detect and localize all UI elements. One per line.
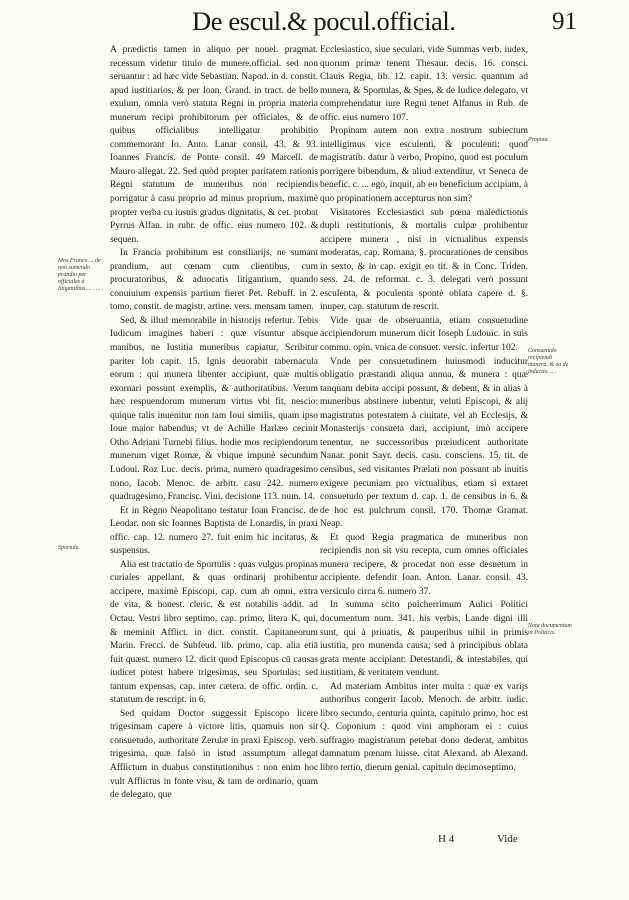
paragraph-right-8: Ad materiam Ambitus inter multa : quæ ex varijs authoribus congerit Iacob. Menoch. de arbitr. iudic. libro secundo, centuria quinta, capitulo primo, hoc est Q. Coponium : quod vini amphoram ei : cuius suffragio magistratum petebat dono dederat, ambitus damnatum pœnam luisse. citat Alexand. ab Alexand. libro tertio, dierum genial. capitulo decimoseptimo. bbox=[320, 681, 528, 773]
paragraph-right-4: Vide quæ de obseruantia, etiam consuetudine accipiendorum munerum dicit Ioseph Ludouic. in suis commu. opin. vnica de consuet. versic. infertur 102. bbox=[320, 315, 528, 354]
paragraph-left-2: In Francia prohibitum est consiliarijs, ne sumant prandium, aut cœnam cum clientibus, cum procuratoribus, & aduocatis litigantium, quando conuiuium expensis partium fieret Pet. Rebuff. in 2. tomo, constit. de magistr. artine. vers. mensam tamen. bbox=[110, 248, 318, 313]
left-column bbox=[110, 44, 318, 856]
margin-note-propina: Propina. bbox=[528, 137, 549, 143]
paragraph-right-1: Ecclesiastico, siue seculari, vide Summas verb. iudex, quorum primæ tenent Thesaur. decis. 16. consci. Clauis Regia, lib. 12. capit. 13. versic. quantum ad munera, & Sportulas, & Spes, & de Iudice delegato, vt comprehendatur iure Regni tenet Alfanus in Rub. de offic. eius numero 107. bbox=[320, 45, 528, 123]
paragraph-right-3: Visitatores Ecclesiastici sub pœna maledictionis dupli restitutionis, & mortalis culpæ prohibentur accipere munera , nisi in victualibus expensis moderatas, cap. Romana, §. procurationes de censibus in sexto, & in cap. exigit eo tit. & in Conc. Triden. sess. 24. de reformat. c. 3. delegati verò possunt esculenta, & poculenta spontè oblata capere d. §. inuper, cap. statutum de rescrit. bbox=[320, 207, 528, 313]
paragraph-right-6: Et quod Regia pragmatica de muneribus non recipiendis non sit vsu recepta, cum omnes officiales munera recipere, & procedat non esse desuetum in accipiente. defendit Ioan. Anton. Lanar. consil. 43. versiculo circa 6. numero 37. bbox=[320, 532, 528, 597]
paragraph-right-7: In summa scito pulcherrimum Aulici Politici documentum num. 341. his verbis, Lande digni illi sunt, qui à priuatis, & pauperibus nihil in primis iustitia, pro munenda causa; sed à principibus oblata grata mente accipiant: Detestandi, & intestabiles, qui iustitiam, & veritatem vendunt. bbox=[320, 600, 528, 679]
catchword: Vide bbox=[497, 833, 518, 845]
paragraph-left-1: A prædictis tamen in aliquo per nouel. pragmat. recessum videtur titulo de munere.official. sed non seruantur : ad hæc vide Sebastian. Napod. in d. constit. apud iustitiarios, & per Ioan. Grand. in tract. de bello exulum, omnia verò statuta Regni in propria materia munerum recipi prohibitorum per officiales, & de quibus officialibus intelligatur prohibitio commemorant Io. Anto. Lanar consil. 43. & 93. Ioannes Francis. de Ponte consil. 49 Marcell. de Mauro allegat. 22. Sed quòd propter paritatem rationis Regni statutum de muneribus non recipiendis porrigatur à casu proprio ad minus proprium, maximè propter verba cu iusuis gradus dignitatis, & cet. probat Pyrrus Alfan. in rubr. de offic. eius numero 102. & sequen. bbox=[110, 45, 318, 245]
margin-note-documentum: Nota documentum in Politicis. bbox=[528, 623, 572, 636]
signature-mark: H 4 bbox=[438, 833, 455, 845]
paragraph-right-5: Vnde per consuetudinem huiusmodi inducitur obligatio præstandi aliqua annua, & munera : quæ tanquam debita accipi possunt, & debent, & in alias à muneribus abstinere iubentur, veluti Episcopi, & alij magistratus potestatem à ciuitate, vel ab Ecclesijs, & Monasterijs consueta dari, accipiunt, imò accipere tenentur, ne successoribus præiudicent authoritate Nanar. ponit Sayr. decis. casu. consciens. 15. tit. de censibus, sed visitantes Prælati non possunt ab inuitis exigere pecuniam pro victualibus, etiam si extaret consuetudo per textum d. cap. 1. de censibus in 6. & de hoc est pulchrum consil. 170. Thomæ Gramat. Neap. bbox=[320, 356, 528, 530]
paragraph-left-3: Sed, & illud memorabile in historijs refertur. Tebis Iudicum imagines haberi : quæ visuntur absque manibus, ne Iustitia muneribus capiatur, Scribitur pariter Iob capit. 15. Ignis deuorabit tabernacula eorum : qui munera libenter accipiunt, quæ multis exornari possunt exemplis, & authoritatibus. Verum hæc respuendorum munerum virtus vbi fit, nescio: quique talis inuenitur non tam Ioui similis, quam ipso Ioue maior habendus, vt de Achille Harlæo cecinit Otho Adriani Turnebi filius. hodie mos recipiendorum munerum viget Romæ, & vbique impunè secundum Ludoui. Roz Luc. decis. prima, numero quadragesimo nono, Iacob. Menoc. de arbitr. casu 242. numero quadragesimo, Francisc. Viui. decisione 113. num. 14. bbox=[110, 315, 318, 503]
paragraph-left-5: Alia est tractatio de Sportulis : quas vulgus propinas curiales appellant, & quas ordinarij prohibentur accipere, maximè Episcopi, cap. cum ab omni, extra de vita, & honest. cleric. & est notabilis addit. ad Octau. Vestri libro septimo, cap. primo, litera K, qui, & meminit Afflict. in dict. constit. Capitaneorum Marin. Freccì. de Subfeud. lib. primo, cap. alia etiā fuit quæst. numero 12. dicit quod Episcopus cū causas iudicet potest habere trigesimas, seu Sportulas; sed tantum expensas, cap. inter cætera. de offic. ordin. c. statutum de rescript. in 6. bbox=[110, 559, 318, 706]
margin-note-sportula: Sportula. bbox=[58, 545, 81, 551]
paragraph-right-2: Propinam autem non extra nostrum subiectum intelligimus vice esculenti, & poculenti: quod magistratib. datur à verbo, Propino, quod est poculum porrigere bibendum, & aliud extenditur, vt Seneca de benefic. c. ... ego, inquit, ab eo beneficium accipiam, à quo propinationem accepturus non sim? bbox=[320, 126, 528, 205]
margin-note-consuetudo: Consuetudo recipiendi munera, & ea de inductio ... . bbox=[528, 348, 569, 375]
margin-note-francia: Mos Franco ... de non sumendo prandio per officiales à litigantibus ... . ... . bbox=[58, 258, 104, 292]
running-title: De escul.& pocul.official. bbox=[192, 6, 456, 36]
page-number: 91 bbox=[552, 8, 577, 35]
paragraph-left-6: Sed quidam Doctor suggessit Episcopo licere trigesimam capere à victore litis, quamuis non sit consuetudo, authoritate Zerulæ in praxi Episcop. verb. trigesima, quæ falsò in istud assumptum allegat Afflictum in duabus constitutionibus : non enim hoc vult Afflictus in fonte visu, & tam de ordinario, quam de delegato, que bbox=[110, 708, 318, 801]
paragraph-left-4: Et in Regno Neapolitano testatur Ioan Francisc. de Leodar. non sic Ioannes Baptista de Lonardis, in praxi offic. cap. 12. numero 27. fuit enim hic incitatus, & suspensus. bbox=[110, 505, 318, 557]
right-column bbox=[320, 44, 528, 856]
